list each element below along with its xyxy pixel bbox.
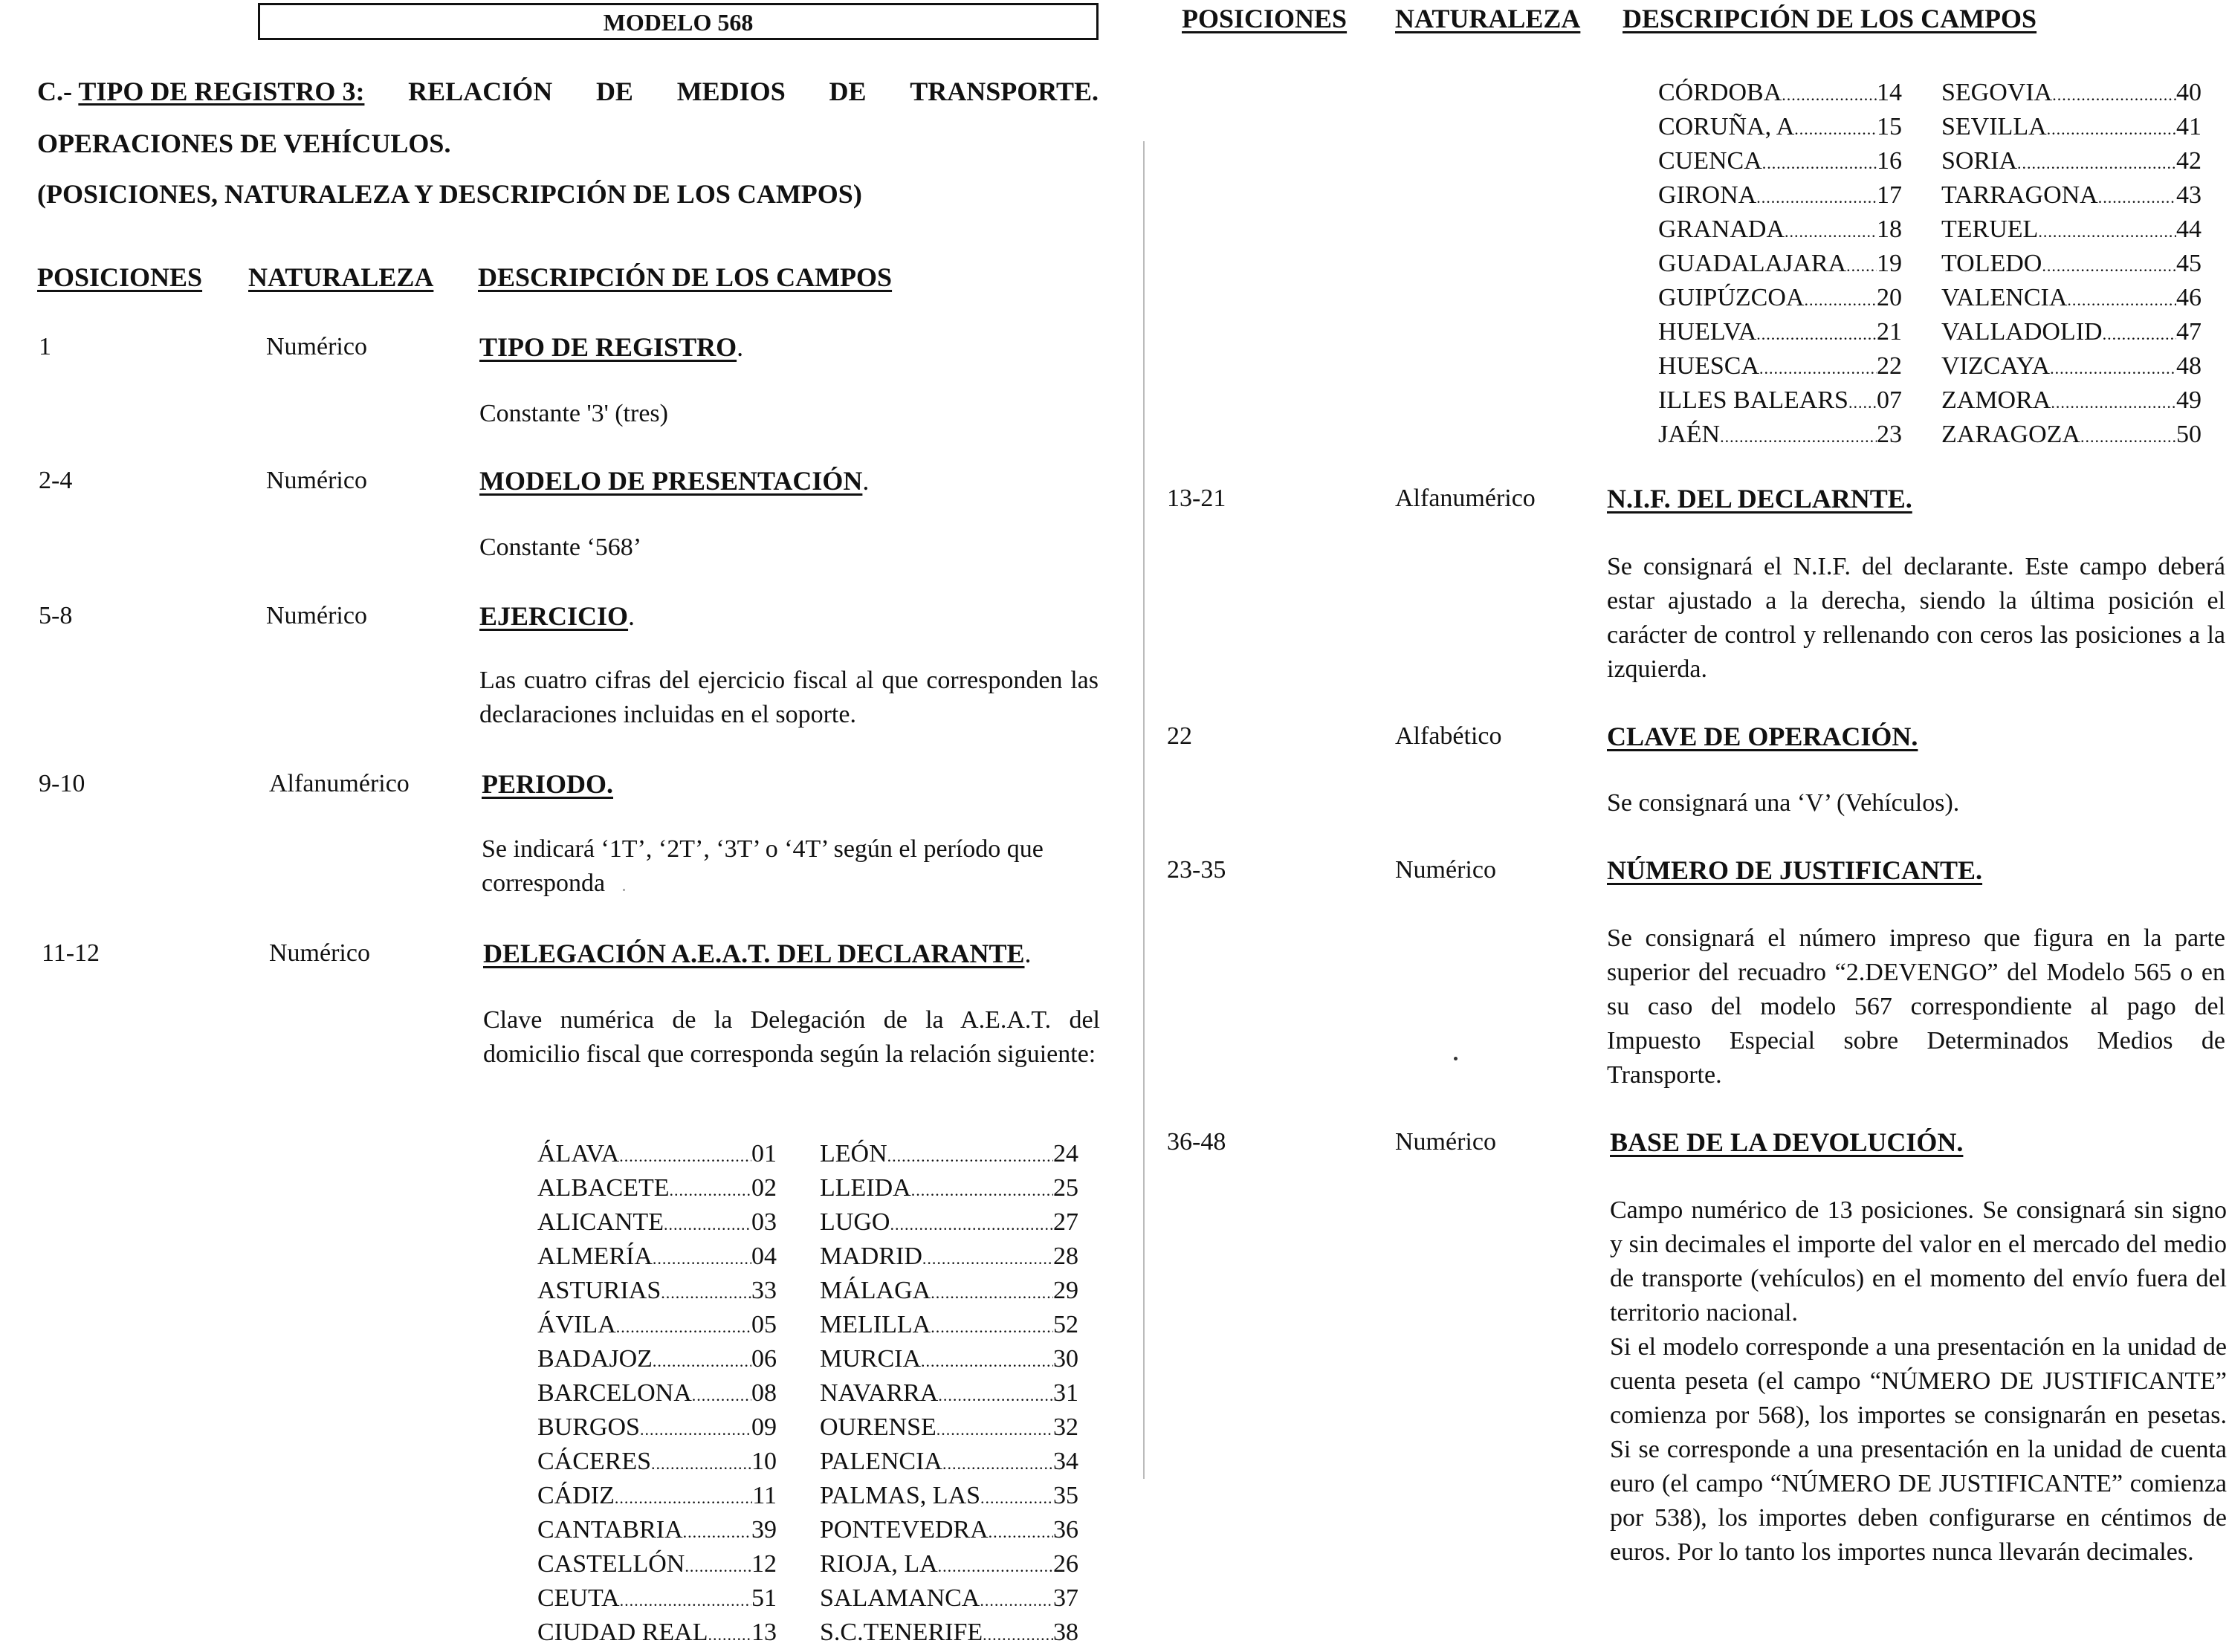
delegation-entry bbox=[1941, 349, 2201, 383]
field-nature: Alfanumérico bbox=[269, 770, 410, 797]
section-title-line3: (POSICIONES, NATURALEZA Y DESCRIPCIÓN DE LOS CAMPOS) bbox=[37, 179, 862, 209]
field-nature: Numérico bbox=[266, 467, 367, 494]
leader-dots bbox=[1759, 352, 1877, 386]
leader-dots bbox=[1794, 112, 1877, 146]
delegation-code: 37 bbox=[1053, 1584, 1078, 1612]
leader-dots bbox=[2098, 181, 2176, 215]
delegation-code: 32 bbox=[1053, 1413, 1078, 1441]
field-nature: Numérico bbox=[269, 939, 370, 967]
delegation-code: 07 bbox=[1877, 386, 1902, 414]
page-divider bbox=[1143, 141, 1145, 1479]
leader-dots bbox=[651, 1447, 751, 1481]
delegation-code: 33 bbox=[751, 1277, 777, 1304]
col-header-posiciones-right: POSICIONES bbox=[1182, 4, 1348, 33]
delegation-entry bbox=[820, 1137, 1078, 1171]
delegation-name: ALBACETE bbox=[537, 1174, 670, 1202]
field-position: 36-48 bbox=[1167, 1128, 1226, 1156]
delegation-entry bbox=[1658, 144, 1902, 178]
delegation-code: 47 bbox=[2176, 318, 2201, 346]
field-position: 9-10 bbox=[39, 770, 85, 797]
field-title-base-devolucion: BASE DE LA DEVOLUCIÓN. bbox=[1610, 1127, 1964, 1157]
field-nature: Alfanumérico bbox=[1395, 485, 1536, 512]
field-nature: Numérico bbox=[1395, 856, 1496, 884]
field-description: Las cuatro cifras del ejercicio fiscal al que corresponden las declaraciones incluidas en el soporte. bbox=[479, 667, 1099, 728]
field-position: 11-12 bbox=[42, 939, 100, 967]
delegation-code: 30 bbox=[1053, 1345, 1078, 1373]
delegation-name: BARCELONA bbox=[537, 1379, 692, 1407]
delegation-code: 16 bbox=[1877, 147, 1902, 175]
leader-dots bbox=[936, 1413, 1053, 1447]
leader-dots bbox=[938, 1379, 1053, 1413]
delegation-code: 01 bbox=[751, 1140, 777, 1167]
delegation-name: GIRONA bbox=[1658, 181, 1757, 209]
delegation-entry bbox=[820, 1274, 1078, 1308]
delegation-entry bbox=[820, 1342, 1078, 1376]
field-position: 1 bbox=[39, 333, 51, 360]
delegation-name: NAVARRA bbox=[820, 1379, 939, 1407]
delegation-name: GUIPÚZCOA bbox=[1658, 284, 1805, 311]
field-title-delegacion: DELEGACIÓN A.E.A.T. DEL DECLARANTE. bbox=[483, 939, 1032, 968]
delegation-name: PALMAS, LAS bbox=[820, 1482, 981, 1509]
delegation-entry bbox=[1941, 383, 2201, 418]
leader-dots bbox=[653, 1242, 751, 1276]
delegation-entry bbox=[1658, 110, 1902, 144]
delegation-name: CORUÑA, A bbox=[1658, 113, 1795, 140]
delegation-name: ZARAGOZA bbox=[1941, 421, 2080, 448]
leader-dots bbox=[911, 1173, 1053, 1208]
delegation-entry bbox=[820, 1547, 1078, 1581]
leader-dots bbox=[1804, 283, 1877, 317]
leader-dots bbox=[1846, 249, 1877, 283]
delegation-name: SALAMANCA bbox=[820, 1584, 980, 1612]
delegation-name: ASTURIAS bbox=[537, 1277, 661, 1304]
leader-dots bbox=[983, 1618, 1053, 1652]
leader-dots bbox=[692, 1379, 751, 1413]
delegation-entry bbox=[537, 1479, 777, 1513]
field-nature: Alfabético bbox=[1395, 722, 1502, 750]
delegation-code: 13 bbox=[751, 1619, 777, 1646]
delegation-entry bbox=[1658, 349, 1902, 383]
delegation-list-right-b bbox=[1941, 76, 2201, 452]
delegation-entry bbox=[1941, 110, 2201, 144]
delegation-code: 14 bbox=[1877, 79, 1902, 106]
delegation-entry bbox=[1658, 315, 1902, 349]
delegation-name: BURGOS bbox=[537, 1413, 640, 1441]
leader-dots bbox=[980, 1481, 1053, 1515]
delegation-entry bbox=[820, 1410, 1078, 1445]
delegation-code: 10 bbox=[751, 1448, 777, 1475]
delegation-code: 51 bbox=[751, 1584, 777, 1612]
leader-dots bbox=[620, 1584, 751, 1618]
delegation-name: CÓRDOBA bbox=[1658, 79, 1782, 106]
leader-dots bbox=[615, 1481, 752, 1515]
delegation-code: 26 bbox=[1053, 1550, 1078, 1578]
delegation-entry bbox=[537, 1171, 777, 1205]
delegation-code: 34 bbox=[1053, 1448, 1078, 1475]
leader-dots bbox=[664, 1208, 751, 1242]
leader-dots bbox=[619, 1139, 751, 1173]
delegation-entry bbox=[537, 1445, 777, 1479]
field-position: 23-35 bbox=[1167, 856, 1226, 884]
delegation-name: ÁLAVA bbox=[537, 1140, 620, 1167]
delegation-code: 18 bbox=[1877, 216, 1902, 243]
delegation-name: VALLADOLID bbox=[1941, 318, 2103, 346]
leader-dots bbox=[890, 1208, 1053, 1242]
field-title-tipo-registro: TIPO DE REGISTRO. bbox=[479, 332, 744, 362]
delegation-name: MADRID bbox=[820, 1243, 922, 1270]
delegation-name: HUESCA bbox=[1658, 352, 1760, 380]
delegation-code: 24 bbox=[1053, 1140, 1078, 1167]
leader-dots bbox=[2067, 283, 2176, 317]
field-position: 22 bbox=[1167, 722, 1192, 750]
delegation-code: 23 bbox=[1877, 421, 1902, 448]
delegation-entry bbox=[1941, 315, 2201, 349]
delegation-entry bbox=[537, 1137, 777, 1171]
delegation-name: ZAMORA bbox=[1941, 386, 2051, 414]
leader-dots bbox=[1756, 317, 1877, 352]
delegation-code: 40 bbox=[2176, 79, 2201, 106]
leader-dots bbox=[1762, 146, 1877, 181]
leader-dots bbox=[942, 1447, 1053, 1481]
delegation-name: HUELVA bbox=[1658, 318, 1757, 346]
delegation-entry bbox=[537, 1410, 777, 1445]
field-position: 5-8 bbox=[39, 602, 73, 629]
field-description: Se indicará ‘1T’, ‘2T’, ‘3T’ o ‘4T’ según el período que corresponda bbox=[482, 835, 1044, 897]
leader-dots bbox=[938, 1549, 1053, 1584]
field-title-ejercicio: EJERCICIO. bbox=[479, 601, 635, 631]
delegation-name: CEUTA bbox=[537, 1584, 620, 1612]
delegation-entry bbox=[820, 1376, 1078, 1410]
delegation-name: ÁVILA bbox=[537, 1311, 616, 1338]
delegation-entry bbox=[537, 1308, 777, 1342]
delegation-entry bbox=[1658, 76, 1902, 110]
delegation-entry bbox=[1658, 247, 1902, 281]
delegation-entry bbox=[537, 1205, 777, 1240]
field-title-modelo: MODELO DE PRESENTACIÓN. bbox=[479, 466, 870, 496]
delegation-list-left-b bbox=[820, 1137, 1078, 1650]
delegation-name: ILLES BALEARS bbox=[1658, 386, 1848, 414]
delegation-code: 12 bbox=[751, 1550, 777, 1578]
delegation-entry bbox=[820, 1581, 1078, 1616]
delegation-name: SORIA bbox=[1941, 147, 2018, 175]
delegation-name: JAÉN bbox=[1658, 421, 1721, 448]
delegation-entry bbox=[820, 1445, 1078, 1479]
delegation-entry bbox=[1941, 178, 2201, 213]
delegation-code: 04 bbox=[751, 1243, 777, 1270]
delegation-code: 52 bbox=[1053, 1311, 1078, 1338]
delegation-entry bbox=[537, 1376, 777, 1410]
leader-dots bbox=[2103, 317, 2176, 352]
delegation-name: CÁCERES bbox=[537, 1448, 652, 1475]
delegation-code: 48 bbox=[2176, 352, 2201, 380]
field-description-continued: Si el modelo corresponde a una presentación en la unidad de cuenta peseta (el campo “NÚMERO DE JUSTIFICANTE” comienza por 568), los importes se consignarán en pesetas. Si se corresponde a una presentación en la unidad de cuenta euro (el campo “NÚMERO DE JUSTIFICANTE” comienza por 538), los importes deben configurarse en céntimos de euros. Por lo tanto los importes nunca llevarán decimales. bbox=[1610, 1333, 2227, 1566]
field-description: Se consignará el número impreso que figura en la parte superior del recuadro “2.DEVENGO” del Modelo 565 o en su caso del modelo 567 correspondiente al pago del Impuesto Especial sobre Determinados Medios de Transporte. bbox=[1607, 924, 2225, 1089]
delegation-list-left-a bbox=[537, 1137, 777, 1650]
field-title-numero-justificante: NÚMERO DE JUSTIFICANTE. bbox=[1607, 855, 1983, 885]
delegation-code: 45 bbox=[2176, 250, 2201, 277]
delegation-entry bbox=[1941, 213, 2201, 247]
delegation-code: 19 bbox=[1877, 250, 1902, 277]
delegation-code: 41 bbox=[2176, 113, 2201, 140]
delegation-code: 03 bbox=[751, 1208, 777, 1236]
delegation-code: 43 bbox=[2176, 181, 2201, 209]
delegation-name: VIZCAYA bbox=[1941, 352, 2051, 380]
leader-dots bbox=[685, 1549, 751, 1584]
leader-dots bbox=[931, 1310, 1053, 1344]
leader-dots bbox=[887, 1139, 1053, 1173]
delegation-code: 49 bbox=[2176, 386, 2201, 414]
col-header-naturaleza-right: NATURALEZA bbox=[1395, 4, 1581, 33]
title-word: RELACIÓN bbox=[408, 77, 553, 106]
leader-dots bbox=[670, 1173, 751, 1208]
delegation-name: MELILLA bbox=[820, 1311, 931, 1338]
delegation-entry bbox=[1941, 281, 2201, 315]
delegation-entry bbox=[820, 1513, 1078, 1547]
delegation-name: BADAJOZ bbox=[537, 1345, 653, 1373]
leader-dots bbox=[980, 1584, 1053, 1618]
col-header-posiciones: POSICIONES bbox=[37, 262, 203, 292]
delegation-name: S.C.TENERIFE bbox=[820, 1619, 983, 1646]
field-title-clave-operacion: CLAVE DE OPERACIÓN. bbox=[1607, 722, 1918, 751]
field-description: Se consignará una ‘V’ (Vehículos). bbox=[1607, 789, 1960, 817]
delegation-code: 28 bbox=[1053, 1243, 1078, 1270]
section-title-line2: OPERACIONES DE VEHÍCULOS. bbox=[37, 129, 451, 158]
delegation-name: TARRAGONA bbox=[1941, 181, 2098, 209]
leader-dots bbox=[1848, 386, 1877, 420]
delegation-code: 36 bbox=[1053, 1516, 1078, 1544]
delegation-name: VALENCIA bbox=[1941, 284, 2068, 311]
delegation-entry bbox=[820, 1240, 1078, 1274]
delegation-entry bbox=[537, 1513, 777, 1547]
delegation-entry bbox=[537, 1274, 777, 1308]
title-word: MEDIOS bbox=[676, 77, 786, 106]
delegation-name: LLEIDA bbox=[820, 1174, 911, 1202]
delegation-code: 44 bbox=[2176, 216, 2201, 243]
delegation-name: CIUDAD REAL bbox=[537, 1619, 708, 1646]
delegation-name: PALENCIA bbox=[820, 1448, 942, 1475]
field-description: Se consignará el N.I.F. del declarante. Este campo deberá estar ajustado a la derecha, siendo la última posición el carácter de control y rellenando con ceros las posiciones a la izquierda. bbox=[1607, 553, 2225, 683]
delegation-entry bbox=[537, 1581, 777, 1616]
delegation-code: 50 bbox=[2176, 421, 2201, 448]
field-nature: Numérico bbox=[266, 602, 367, 629]
leader-dots bbox=[2052, 78, 2176, 112]
delegation-code: 22 bbox=[1877, 352, 1902, 380]
delegation-name: TERUEL bbox=[1941, 216, 2039, 243]
leader-dots bbox=[1756, 181, 1877, 215]
delegation-name: RIOJA, LA bbox=[820, 1550, 938, 1578]
delegation-code: 02 bbox=[751, 1174, 777, 1202]
field-description: Campo numérico de 13 posiciones. Se consignará sin signo y sin decimales el importe del valor en el mercado del medio de transporte (vehículos) en el momento del envío fuera del territorio nacional. bbox=[1610, 1196, 2227, 1327]
delegation-code: 35 bbox=[1053, 1482, 1078, 1509]
leader-dots bbox=[1720, 420, 1877, 454]
leader-dots bbox=[931, 1276, 1053, 1310]
delegation-name: LEÓN bbox=[820, 1140, 887, 1167]
delegation-name: CÁDIZ bbox=[537, 1482, 615, 1509]
title-word: DE bbox=[595, 77, 633, 106]
section-title-register: C.- TIPO DE REGISTRO 3: bbox=[37, 77, 365, 106]
delegation-name: ALMERÍA bbox=[537, 1243, 653, 1270]
leader-dots bbox=[921, 1344, 1053, 1379]
delegation-name: MÁLAGA bbox=[820, 1277, 931, 1304]
col-header-descripcion-right: DESCRIPCIÓN DE LOS CAMPOS bbox=[1623, 4, 2037, 33]
delegation-entry bbox=[1658, 418, 1902, 452]
delegation-code: 05 bbox=[751, 1311, 777, 1338]
delegation-entry bbox=[1658, 281, 1902, 315]
delegation-name: GRANADA bbox=[1658, 216, 1785, 243]
leader-dots bbox=[2051, 386, 2176, 420]
leader-dots bbox=[653, 1344, 751, 1379]
delegation-code: 38 bbox=[1053, 1619, 1078, 1646]
delegation-entry bbox=[1658, 213, 1902, 247]
delegation-name: LUGO bbox=[820, 1208, 890, 1236]
delegation-code: 15 bbox=[1877, 113, 1902, 140]
leader-dots bbox=[2080, 420, 2176, 454]
delegation-code: 11 bbox=[752, 1482, 777, 1509]
field-description: Constante ‘568’ bbox=[479, 534, 642, 561]
delegation-entry bbox=[820, 1616, 1078, 1650]
delegation-entry bbox=[820, 1479, 1078, 1513]
field-description: Clave numérica de la Delegación de la A.E.A.T. del domicilio fiscal que corresponda según la relación siguiente: bbox=[483, 1006, 1100, 1068]
delegation-entry bbox=[537, 1240, 777, 1274]
scan-speck bbox=[623, 889, 625, 891]
title-word: TRANSPORTE. bbox=[910, 77, 1099, 106]
delegation-entry bbox=[820, 1171, 1078, 1205]
delegation-name: SEGOVIA bbox=[1941, 79, 2053, 106]
leader-dots bbox=[922, 1242, 1053, 1276]
delegation-code: 46 bbox=[2176, 284, 2201, 311]
section-title-line1 bbox=[37, 76, 1099, 107]
leader-dots bbox=[640, 1413, 751, 1447]
delegation-entry bbox=[820, 1308, 1078, 1342]
delegation-code: 20 bbox=[1877, 284, 1902, 311]
leader-dots bbox=[2042, 249, 2176, 283]
delegation-code: 25 bbox=[1053, 1174, 1078, 1202]
leader-dots bbox=[683, 1515, 751, 1549]
leader-dots bbox=[1782, 78, 1877, 112]
leader-dots bbox=[2038, 215, 2176, 249]
leader-dots bbox=[616, 1310, 751, 1344]
delegation-name: GUADALAJARA bbox=[1658, 250, 1847, 277]
leader-dots bbox=[708, 1618, 751, 1652]
delegation-code: 17 bbox=[1877, 181, 1902, 209]
delegation-entry bbox=[1941, 247, 2201, 281]
delegation-name: PONTEVEDRA bbox=[820, 1516, 989, 1544]
delegation-entry bbox=[537, 1547, 777, 1581]
delegation-entry bbox=[820, 1205, 1078, 1240]
delegation-name: SEVILLA bbox=[1941, 113, 2047, 140]
title-word: DE bbox=[829, 77, 867, 106]
delegation-entry bbox=[1658, 178, 1902, 213]
delegation-name: OURENSE bbox=[820, 1413, 936, 1441]
delegation-code: 31 bbox=[1053, 1379, 1078, 1407]
delegation-list-right-a bbox=[1658, 76, 1902, 452]
delegation-name: CASTELLÓN bbox=[537, 1550, 685, 1578]
delegation-entry bbox=[1658, 383, 1902, 418]
delegation-code: 29 bbox=[1053, 1277, 1078, 1304]
field-nature: Numérico bbox=[1395, 1128, 1496, 1156]
delegation-code: 39 bbox=[751, 1516, 777, 1544]
delegation-code: 09 bbox=[751, 1413, 777, 1441]
field-title-nif: N.I.F. DEL DECLARNTE. bbox=[1607, 484, 1912, 514]
delegation-entry bbox=[537, 1342, 777, 1376]
leader-dots bbox=[661, 1276, 751, 1310]
field-title-periodo: PERIODO. bbox=[482, 769, 614, 799]
field-nature: Numérico bbox=[266, 333, 367, 360]
model-header-box: MODELO 568 bbox=[258, 3, 1099, 40]
leader-dots bbox=[2047, 112, 2176, 146]
col-header-descripcion: DESCRIPCIÓN DE LOS CAMPOS bbox=[478, 262, 893, 292]
delegation-entry bbox=[1941, 76, 2201, 110]
field-description: Constante '3' (tres) bbox=[479, 400, 668, 427]
delegation-entry bbox=[1941, 418, 2201, 452]
field-position: 2-4 bbox=[39, 467, 73, 494]
delegation-name: MURCIA bbox=[820, 1345, 922, 1373]
leader-dots bbox=[1785, 215, 1877, 249]
delegation-name: TOLEDO bbox=[1941, 250, 2042, 277]
delegation-name: CUENCA bbox=[1658, 147, 1762, 175]
delegation-entry bbox=[537, 1616, 777, 1650]
delegation-name: ALICANTE bbox=[537, 1208, 664, 1236]
leader-dots bbox=[989, 1515, 1053, 1549]
leader-dots bbox=[2050, 352, 2176, 386]
delegation-code: 06 bbox=[751, 1345, 777, 1373]
leader-dots bbox=[2017, 146, 2176, 181]
delegation-code: 08 bbox=[751, 1379, 777, 1407]
delegation-entry bbox=[1941, 144, 2201, 178]
scan-speck bbox=[1454, 1057, 1458, 1060]
delegation-code: 42 bbox=[2176, 147, 2201, 175]
delegation-code: 21 bbox=[1877, 318, 1902, 346]
col-header-naturaleza: NATURALEZA bbox=[248, 262, 434, 292]
field-position: 13-21 bbox=[1167, 485, 1226, 512]
delegation-code: 27 bbox=[1053, 1208, 1078, 1236]
delegation-name: CANTABRIA bbox=[537, 1516, 683, 1544]
